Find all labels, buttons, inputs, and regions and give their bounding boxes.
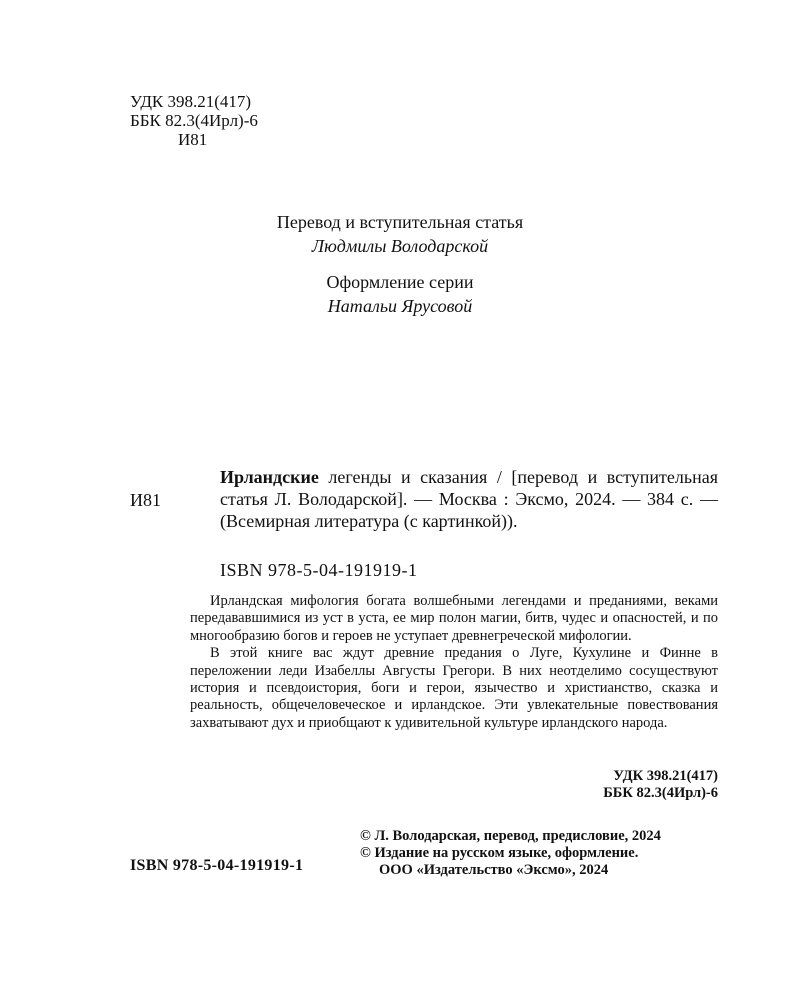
copyright-edition: © Издание на русском языке, оформление. — [360, 845, 639, 861]
annotation-bbk: ББК 82.3(4Ирл)-6 — [603, 785, 718, 801]
annotation-codes — [500, 768, 718, 802]
bbk-code: ББК 82.3(4Ирл)-6 — [130, 111, 258, 130]
copyright-block — [360, 828, 661, 879]
copyright-publisher: ООО «Издательство «Эксмо», 2024 — [379, 862, 609, 878]
catalog-author-mark: И81 — [130, 490, 161, 510]
designer-name: Натальи Ярусовой — [327, 296, 473, 316]
isbn-entry: ISBN 978-5-04-191919-1 — [220, 560, 418, 580]
annotation-paragraph-2: В этой книге вас ждут древние предания о Луге, Кухулине и Финне в переложении леди Изабеллы Августы Грегори. В них неотделимо сосуществуют история и псевдоистория, боги и герои, язычество и христианство, сказка и реальность, общечеловеческое и ирландское. Эти увлекательные повествования захватывают дух и приобщают к удивительной культуре ирландского народа. — [190, 645, 718, 731]
classification-codes — [130, 92, 258, 149]
translation-label: Перевод и вступительная статья — [276, 212, 524, 232]
translator-name: Людмилы Володарской — [311, 236, 489, 256]
annotation — [190, 593, 718, 732]
translation-credit — [0, 210, 800, 258]
author-mark: И81 — [178, 130, 208, 149]
bibliographic-entry — [220, 466, 718, 532]
udk-code: УДК 398.21(417) — [130, 92, 252, 111]
isbn-bottom: ISBN 978-5-04-191919-1 — [130, 857, 304, 874]
design-credit — [0, 270, 800, 318]
entry-description: легенды и сказания / [перевод и вступительная статья Л. Володарской]. — Москва : Эксмо, 2024. — 384 с. — (Всемирная литература (с картинкой)). — [220, 467, 718, 531]
design-label: Оформление серии — [326, 272, 474, 292]
copyright-translation: © Л. Володарская, перевод, предисловие, 2024 — [360, 828, 661, 844]
annotation-paragraph-1: Ирландская мифология богата волшебными легендами и преданиями, веками передававшимися из уст в уста, ее мир полон магии, битв, чудес и опасностей, и по многообразию богов и героев не уступает древнегреческой мифологии. — [190, 593, 718, 644]
entry-title-bold: Ирландские — [220, 467, 319, 487]
annotation-udk: УДК 398.21(417) — [613, 768, 718, 784]
